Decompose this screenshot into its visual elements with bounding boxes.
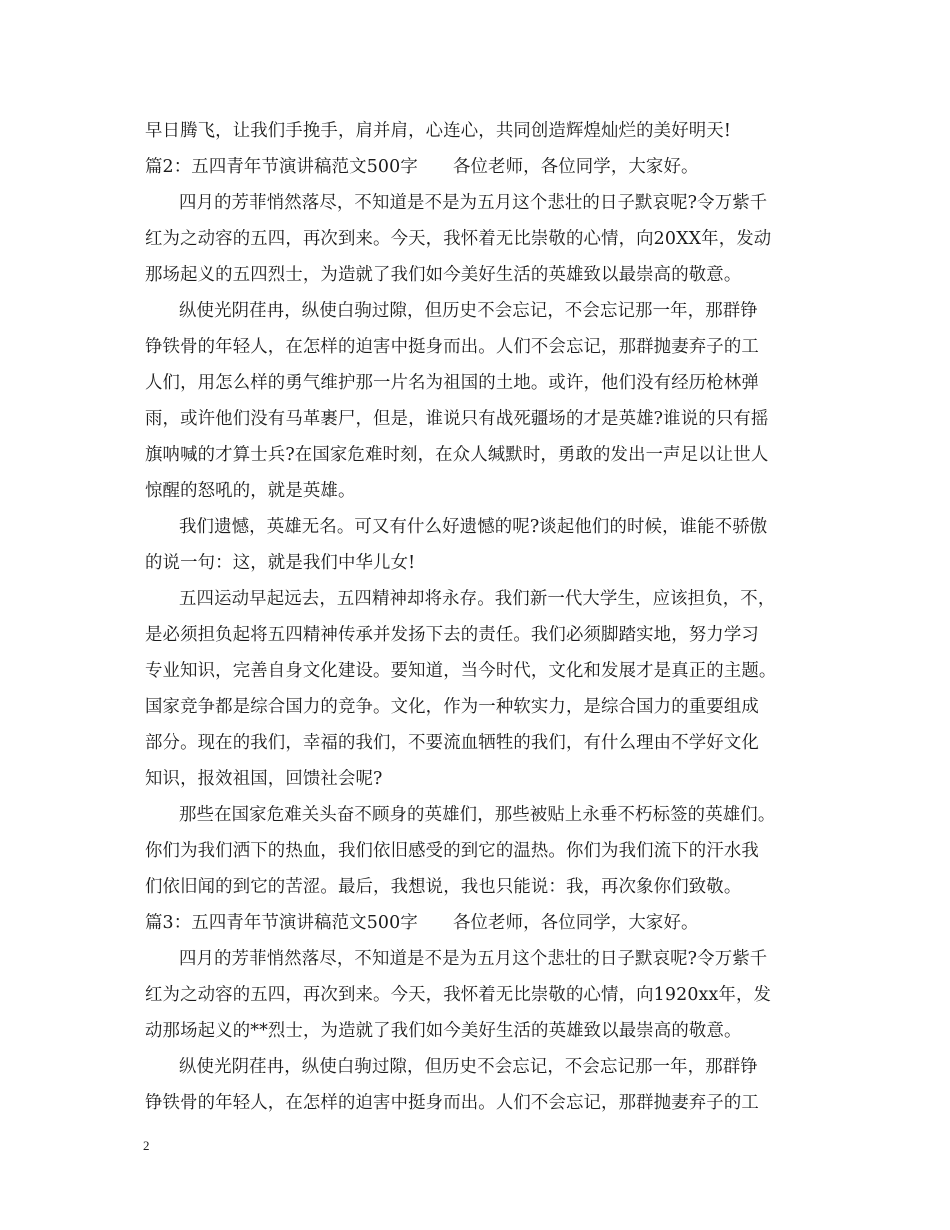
body-text (145, 113, 825, 1121)
text-line: 惊醒的怒吼的，就是英雄。 (145, 481, 356, 501)
text-line: 那场起义的五四烈士，为造就了我们如今美好生活的英雄致以最崇高的敬意。 (145, 265, 742, 285)
text-line: 专业知识，完善自身文化建设。要知道，当今时代，文化和发展才是真正的主题。 (145, 661, 777, 681)
text-line: 你们为我们洒下的热血，我们依旧感受的到它的温热。你们为我们流下的汗水我 (145, 841, 759, 861)
text-line: 知识，报效祖国，回馈社会呢? (145, 769, 383, 789)
text-line: 铮铁骨的年轻人，在怎样的迫害中挺身而出。人们不会忘记，那群抛妻弃子的工 (145, 337, 759, 357)
text-line: 们依旧闻的到它的苦涩。最后，我想说，我也只能说：我，再次象你们致敬。 (145, 877, 742, 897)
text-line: 国家竞争都是综合国力的竞争。文化，作为一种软实力，是综合国力的重要组成 (145, 697, 759, 717)
text-line: 我们遗憾，英雄无名。可又有什么好遗憾的呢?谈起他们的时候，谁能不骄傲 (179, 517, 768, 537)
text-line: 人们，用怎么样的勇气维护那一片名为祖国的土地。或许，他们没有经历枪林弹 (145, 373, 759, 393)
text-line: 篇3：五四青年节演讲稿范文500字 各位老师，各位同学，大家好。 (145, 913, 699, 933)
text-line: 纵使光阴荏冉，纵使白驹过隙，但历史不会忘记，不会忘记那一年，那群铮 (179, 1057, 758, 1077)
text-line: 雨，或许他们没有马革裹尸，但是，谁说只有战死疆场的才是英雄?谁说的只有摇 (145, 409, 769, 429)
text-line: 四月的芳菲悄然落尽，不知道是不是为五月这个悲壮的日子默哀呢?令万紫千 (179, 193, 768, 213)
text-line: 铮铁骨的年轻人，在怎样的迫害中挺身而出。人们不会忘记，那群抛妻弃子的工 (145, 1093, 759, 1113)
text-line: 那些在国家危难关头奋不顾身的英雄们，那些被贴上永垂不朽标签的英雄们。 (179, 805, 776, 825)
text-line: 篇2：五四青年节演讲稿范文500字 各位老师，各位同学，大家好。 (145, 157, 699, 177)
text-line: 动那场起义的**烈士，为造就了我们如今美好生活的英雄致以最崇高的敬意。 (145, 1021, 742, 1041)
text-line: 红为之动容的五四，再次到来。今天，我怀着无比崇敬的心情，向1920xx年，发 (145, 985, 772, 1005)
text-line: 纵使光阴荏冉，纵使白驹过隙，但历史不会忘记，不会忘记那一年，那群铮 (179, 301, 758, 321)
text-line: 是必须担负起将五四精神传承并发扬下去的责任。我们必须脚踏实地，努力学习 (145, 625, 759, 645)
text-line: 的说一句：这，就是我们中华儿女! (145, 553, 416, 573)
text-line: 五四运动早起远去，五四精神却将永存。我们新一代大学生，应该担负，不， (179, 589, 776, 609)
text-line: 部分。现在的我们，幸福的我们，不要流血牺牲的我们，有什么理由不学好文化 (145, 733, 759, 753)
text-line: 旗呐喊的才算士兵?在国家危难时刻，在众人缄默时，勇敢的发出一声足以让世人 (145, 445, 769, 465)
page-number: 2 (143, 1138, 150, 1153)
text-line: 四月的芳菲悄然落尽，不知道是不是为五月这个悲壮的日子默哀呢?令万紫千 (179, 949, 768, 969)
text-line: 红为之动容的五四，再次到来。今天，我怀着无比崇敬的心情，向20XX年，发动 (145, 229, 772, 249)
text-line: 早日腾飞，让我们手挽手，肩并肩，心连心，共同创造辉煌灿烂的美好明天! (145, 121, 731, 141)
